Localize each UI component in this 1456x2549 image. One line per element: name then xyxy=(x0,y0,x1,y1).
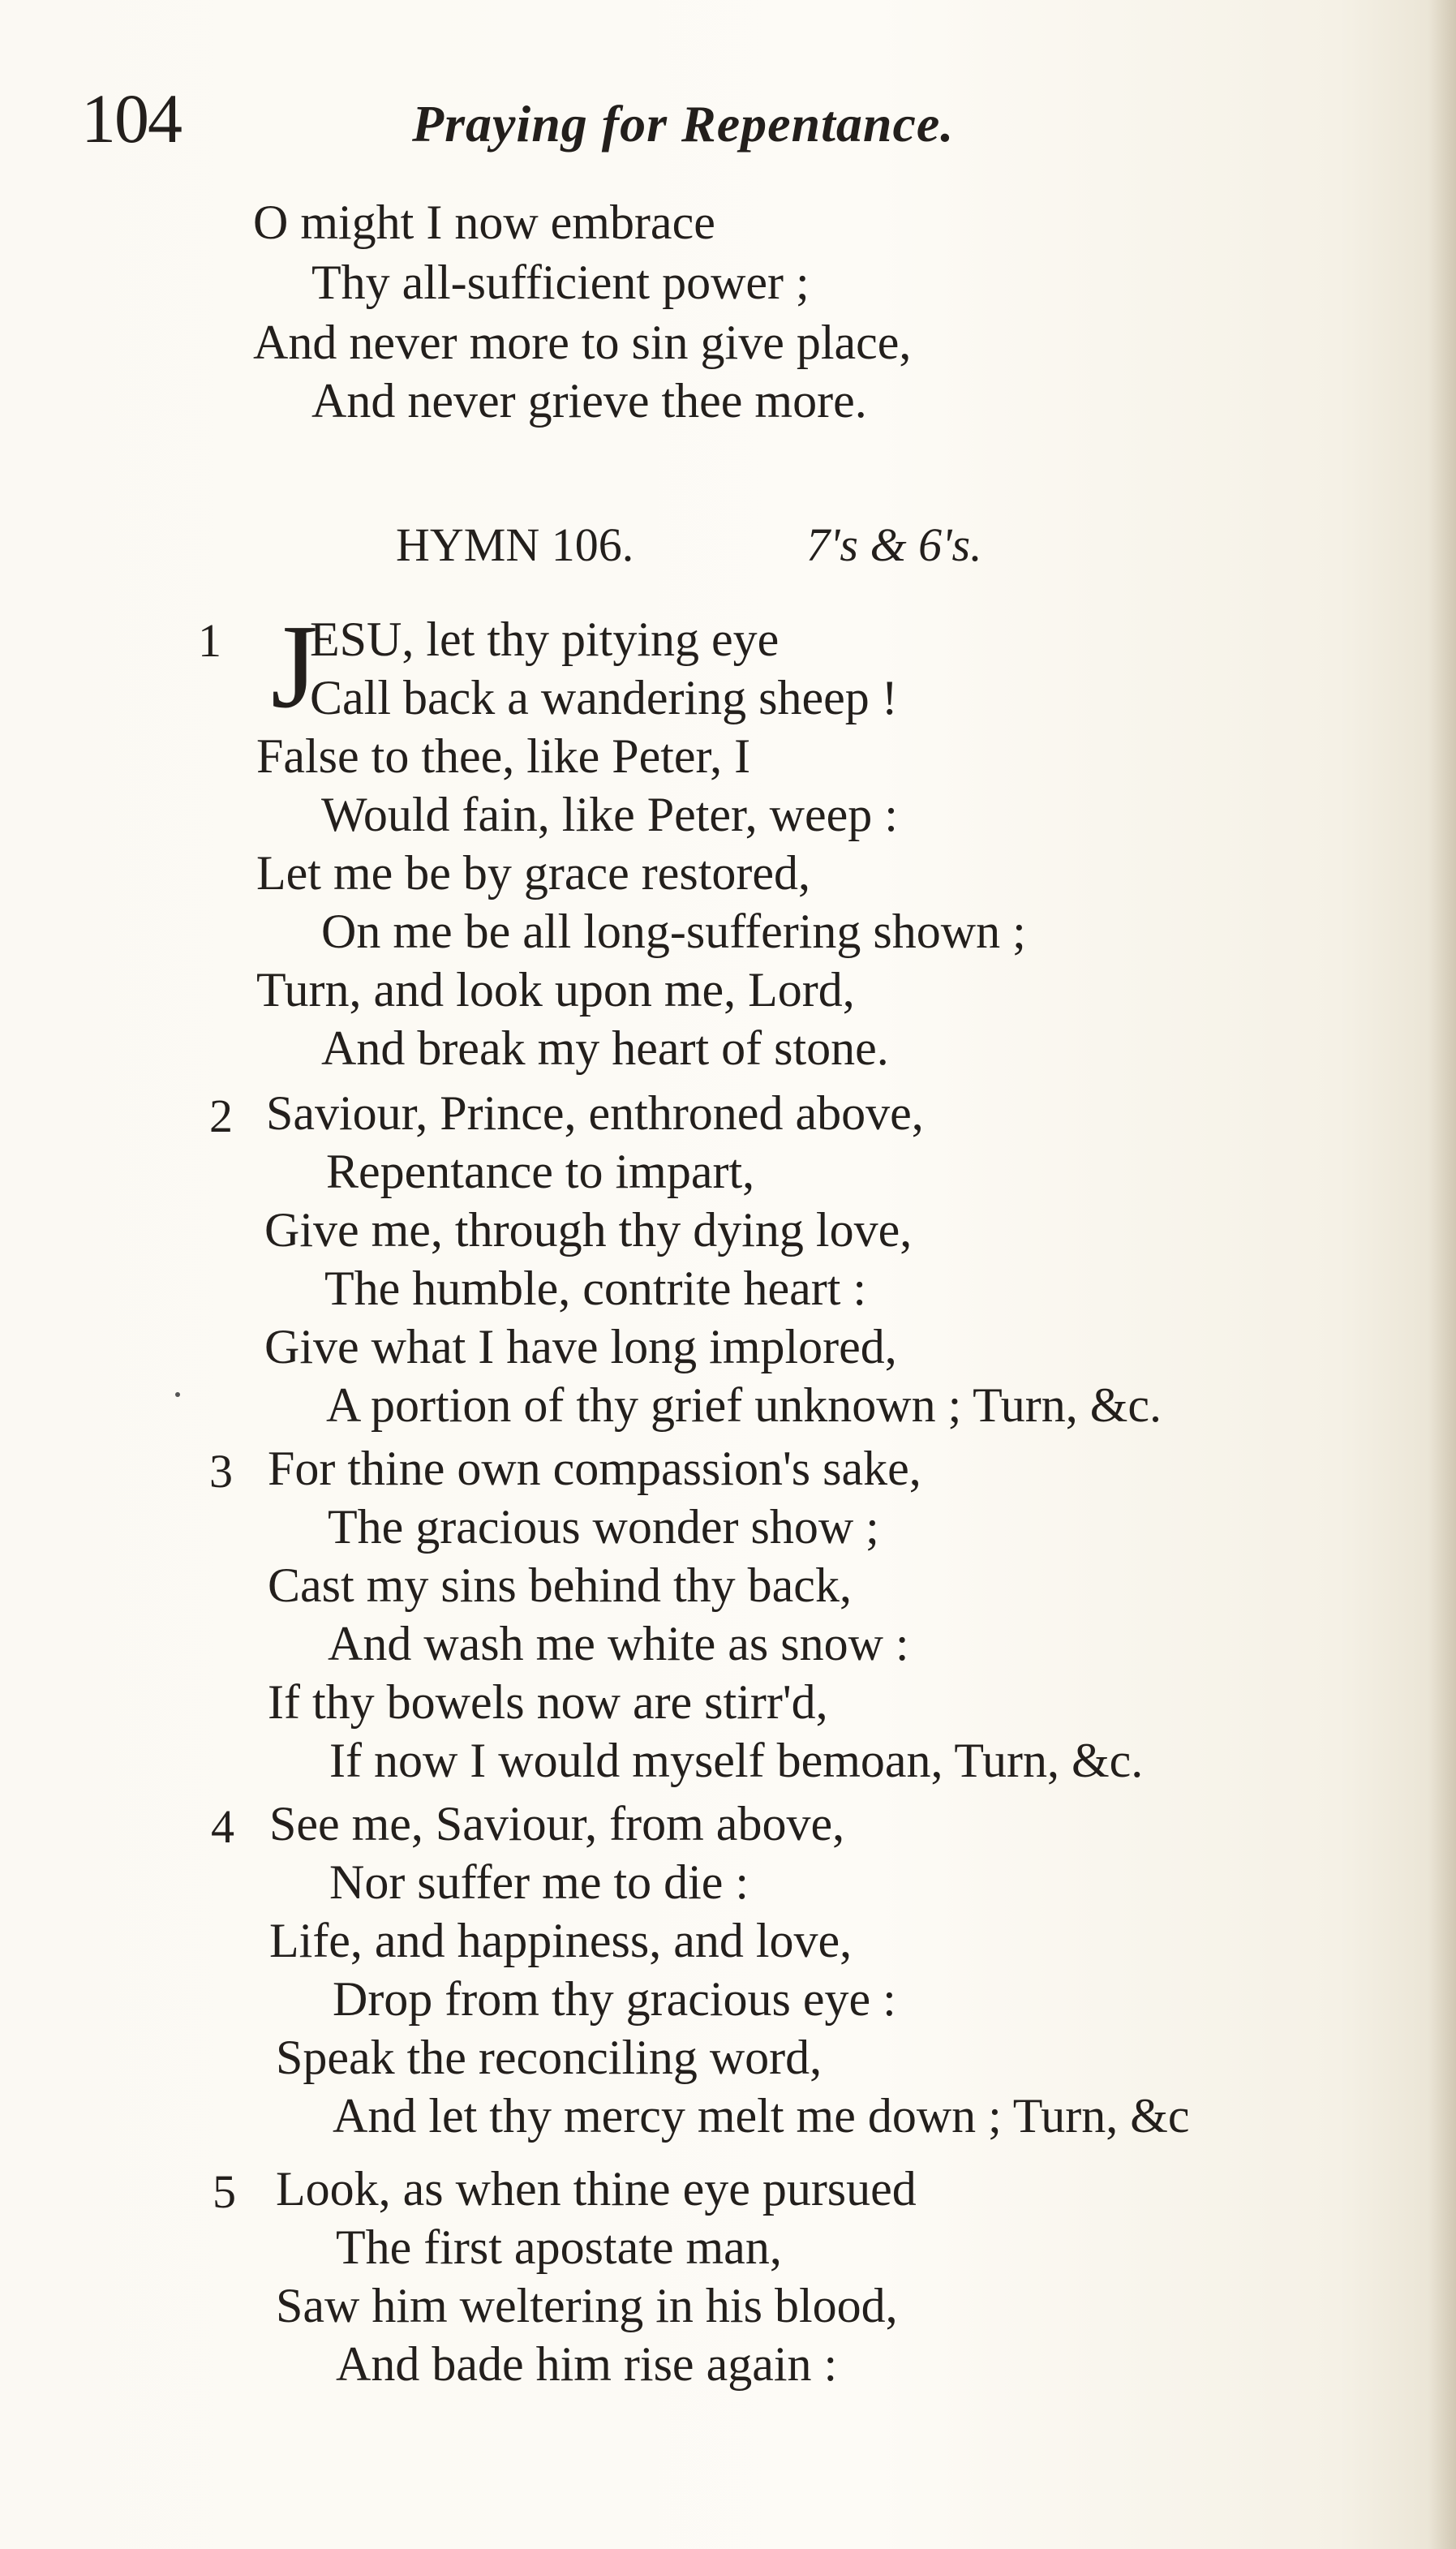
page-header xyxy=(81,78,1379,167)
verse-line: Call back a wandering sheep ! xyxy=(310,671,898,724)
drop-cap: J xyxy=(271,600,318,733)
verse-line: For thine own compassion's sake, xyxy=(268,1442,921,1495)
verse-line: Nor suffer me to die : xyxy=(329,1855,749,1909)
verse-line: On me be all long-suffering shown ; xyxy=(321,905,1026,958)
verse-number: 5 xyxy=(213,2165,236,2218)
verse-line: See me, Saviour, from above, xyxy=(269,1797,845,1850)
verse-line: Saviour, Prince, enthroned above, xyxy=(266,1086,924,1140)
prev-line: Thy all-sufficient power ; xyxy=(311,256,810,309)
verse-line: And let thy mercy melt me down ; Turn, &c xyxy=(333,2089,1190,2143)
verse-line: Would fain, like Peter, weep : xyxy=(321,788,898,841)
verse-line: Let me be by grace restored, xyxy=(256,846,810,900)
running-title: Praying for Repentance. xyxy=(412,95,955,153)
verse-line: A portion of thy grief unknown ; Turn, &c. xyxy=(326,1378,1162,1432)
page-number: 104 xyxy=(81,80,181,157)
verse-line: False to thee, like Peter, I xyxy=(256,729,751,783)
verse-line: And break my heart of stone. xyxy=(321,1021,889,1075)
verse-line: If now I would myself bemoan, Turn, &c. xyxy=(329,1734,1144,1787)
prev-line: And never more to sin give place, xyxy=(253,316,912,369)
verse-line: Cast my sins behind thy back, xyxy=(268,1558,852,1612)
verse-line: If thy bowels now are stirr'd, xyxy=(268,1675,828,1729)
verse-line: The first apostate man, xyxy=(336,2220,782,2274)
verse-line: Life, and happiness, and love, xyxy=(269,1914,853,1967)
verse-number: 3 xyxy=(209,1445,233,1498)
hymn-title: HYMN 106. xyxy=(396,518,634,571)
verse-line: Give what I have long implored, xyxy=(264,1320,897,1373)
verse-number: 2 xyxy=(209,1090,233,1142)
verse-line: Drop from thy gracious eye : xyxy=(333,1972,896,2026)
hymn-meter: 7's & 6's. xyxy=(806,518,982,571)
verse-line: Repentance to impart, xyxy=(326,1145,755,1198)
verse-number: 1 xyxy=(198,614,221,667)
verse-number: 4 xyxy=(211,1800,234,1853)
verse-line: And wash me white as snow : xyxy=(328,1617,909,1670)
verse-line: Give me, through thy dying love, xyxy=(264,1203,913,1257)
verse-line: Look, as when thine eye pursued xyxy=(276,2162,917,2216)
page-edge-shadow xyxy=(1428,0,1456,2549)
verse-line: And bade him rise again : xyxy=(336,2337,838,2391)
verse-line: ESU, let thy pitying eye xyxy=(310,613,780,666)
verse-line: The gracious wonder show ; xyxy=(328,1500,879,1554)
prev-line: O might I now embrace xyxy=(253,196,715,249)
verse-line: The humble, contrite heart : xyxy=(324,1262,867,1315)
verse-line: Saw him weltering in his blood, xyxy=(276,2279,898,2332)
prev-line: And never grieve thee more. xyxy=(311,374,867,428)
verse-line: Speak the reconciling word, xyxy=(276,2031,822,2084)
verse-line: Turn, and look upon me, Lord, xyxy=(256,963,855,1017)
printer-dot xyxy=(175,1392,180,1397)
